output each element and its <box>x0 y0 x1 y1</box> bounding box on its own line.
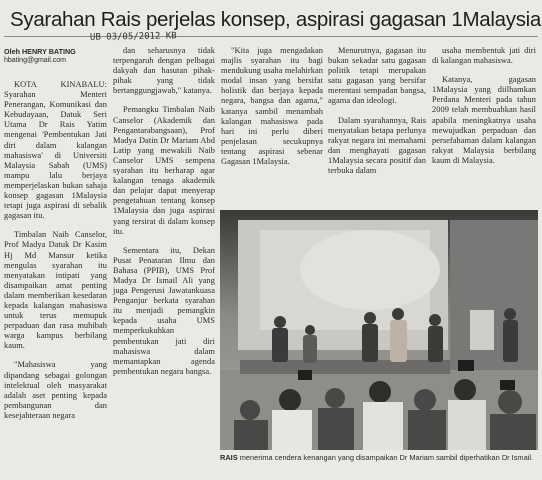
headline-rule <box>4 36 538 37</box>
paragraph: Sementara itu, Dekan Pusat Penataran Ilmu dan Bahasa (PPIB), UMS Prof Madya Dr Ismail Ali yang juga Pengerusi Jawatankuasa Penganjur berkata syarahan itu menjadi pemangkin kepada usaha UMS memperkukuhkan pembentukan jati diri mahasiswa dalam memantapkan agenda pembentukan negara bangsa. <box>113 245 215 376</box>
byline: Oleh HENRY BATING <box>4 47 76 56</box>
paragraph: Dalam syarahannya, Rais menyatakan betapa perlunya rakyat negara ini memahami dan menghayati gagasan 1Malaysia secara positif dan terbuka dalam <box>328 115 426 176</box>
article-column-3 <box>221 46 323 167</box>
press-photo-image <box>220 210 538 450</box>
article-column-4 <box>328 46 426 176</box>
handwritten-note: UB 03/05/2012 KB <box>89 31 177 43</box>
paragraph: "Mahasiswa yang dipandang sebagai golongan intelektual oleh masyarakat adalah aset penting kepada pembangunan dan kesejahteraan negara <box>4 360 107 420</box>
paragraph: Katanya, gagasan 1Malaysia yang diilhamkan Perdana Menteri pada tahun 2009 telah membuahkan hasil apabila meningkatnya usaha mewujudkan perpaduan dan persefahaman dalam kalangan rakyat Malaysia berbilang kaum di Malaysia. <box>432 75 536 165</box>
paragraph: Timbalan Naib Canselor, Prof Madya Datuk Dr Kasim Hj Md Mansur ketika mengulas syarahan itu menyatakan intipati yang disampaikan amat penting dalam memberikan kesedaran kepada kalangan mahasiswa untuk terus memupuk perpaduan dan rasa muhibah warga kampus berbilang kaum. <box>4 230 107 351</box>
article-column-1 <box>4 80 107 421</box>
paragraph: dan seharusnya tidak terpengaruh dengan pelbagai dakyah dan hasutan pihak-pihak yang tidak bertanggungjawab," katanya. <box>113 46 215 96</box>
caption-text: menerima cendera kenangan yang disampaikan Dr Mariam sambil diperhatikan Dr Ismail. <box>237 453 534 462</box>
byline-email: hbating@gmail.com <box>4 57 66 64</box>
paragraph: "Kita juga mengadakan majlis syarahan itu bagi mendukung usaha melahirkan modal insan yang bersifat holistik dan berjaya kepada negara, bangsa dan agama," katanya sambil menambah kalangan mahasiswa pada hari ini perlu diberi penjelasan secukupnya tentang aspirasi sebenar Gagasan 1Malaysia. <box>221 46 323 167</box>
caption-subject: RAIS <box>220 453 238 462</box>
article-column-5 <box>432 46 536 166</box>
paragraph: KOTA KINABALU: Syarahan Menteri Penerangan, Komunikasi dan Kebudayaan, Datuk Seri Utama Dr Rais Yatim mengenai 'Pembentukan Jati diri dalam kalangan mahasiswa' di Universiti Malaysia Sabah (UMS) mampu lalu berjaya memperjelaskan bukan sahaja konsep gagasan 1Malaysia tetapi juga aspirasi di sebalik gagasan itu. <box>4 80 107 221</box>
article-column-2 <box>113 46 215 377</box>
photo-caption <box>220 453 538 462</box>
headline: Syarahan Rais perjelas konsep, aspirasi gagasan 1Malaysia <box>10 8 542 31</box>
paragraph: Menurutnya, gagasan itu bukan sekadar satu gagasan politik tetapi merupakan satu gagasan yang bersifar merentasi sempadan bangsa, agama dan ideologi. <box>328 46 426 106</box>
paragraph: usaha membentuk jati diri di kalangan mahasiswa. <box>432 46 536 66</box>
paragraph: Pemangku Timbalan Naib Canselor (Akademik dan Pengantarabangsaan), Prof Madya Datin Dr Mariam Abd Latip yang mewakili Naib Canselor UMS sempena syarahan itu berharap agar kalangan tenaga akademik dan pelajar dapat menyerap pengetahuan tentang konsep 1Malaysia dan juga aspirasi yang tersirat di dalam konsep itu. <box>113 105 215 236</box>
press-photo <box>220 210 538 450</box>
